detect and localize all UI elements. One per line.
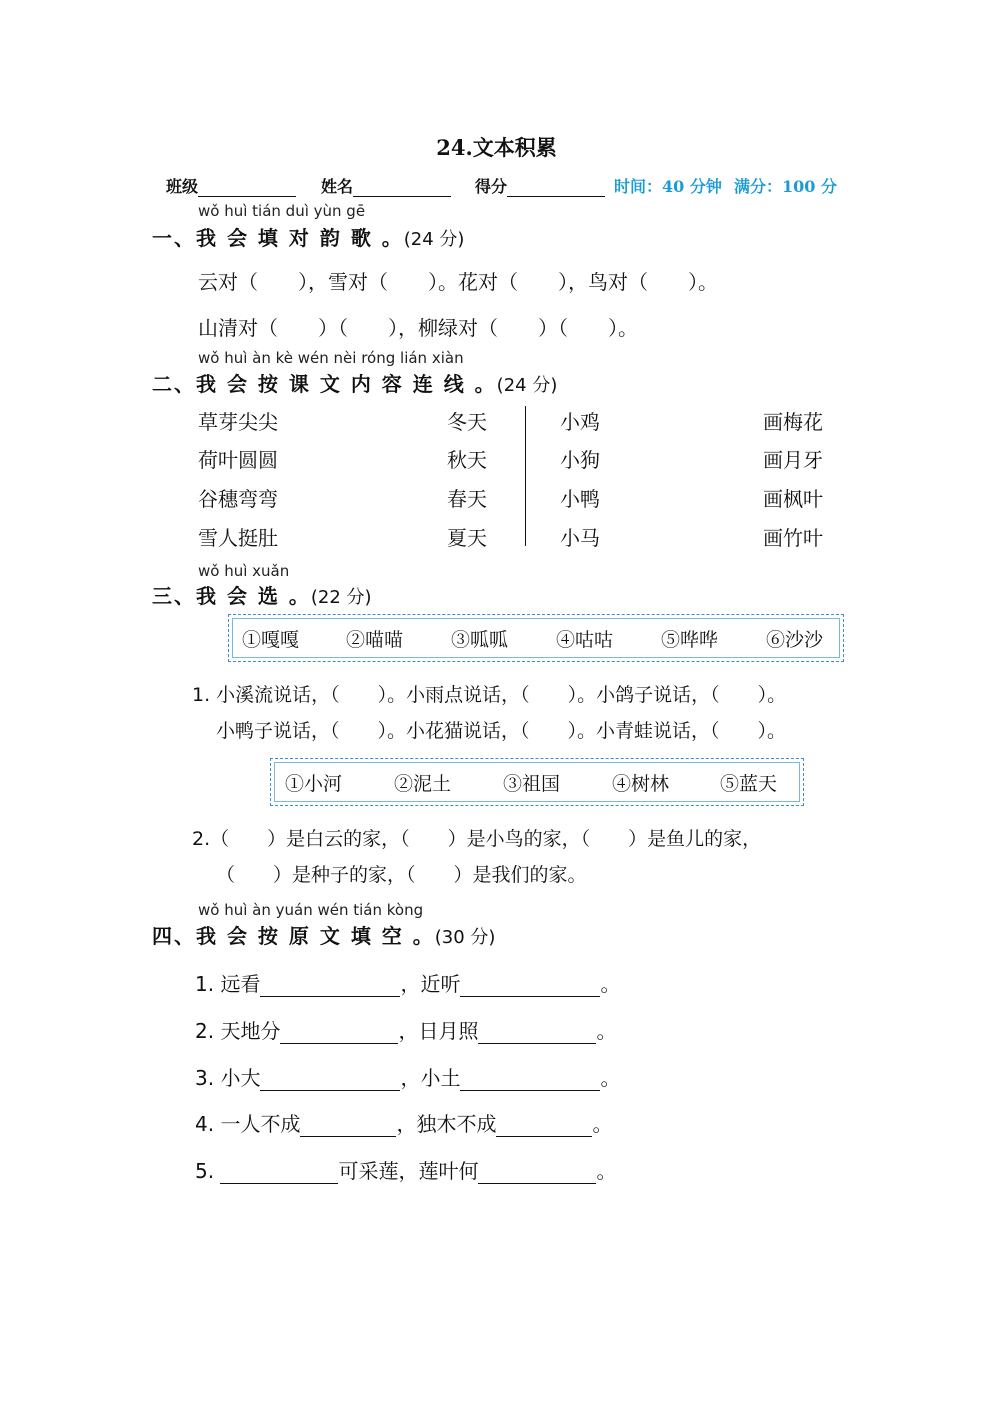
item-text: 天地分 bbox=[220, 1019, 281, 1043]
answer-blank[interactable] bbox=[460, 1070, 600, 1091]
match-item[interactable]: 夏天 bbox=[447, 526, 487, 550]
match-item[interactable]: 小鸭 bbox=[560, 487, 600, 511]
option-item: ③祖国 bbox=[503, 773, 561, 795]
class-label: 班级 bbox=[166, 177, 199, 196]
match-item[interactable]: 荷叶圆圆 bbox=[198, 448, 278, 472]
score-field bbox=[475, 174, 605, 197]
score-label: 得分 bbox=[475, 177, 508, 196]
sec4-heading bbox=[152, 920, 495, 949]
column-divider bbox=[525, 406, 526, 546]
match-item[interactable]: 谷穗弯弯 bbox=[198, 487, 278, 511]
class-field bbox=[166, 174, 296, 197]
option-item: ①小河 bbox=[285, 773, 343, 795]
sec1-heading bbox=[152, 222, 464, 251]
answer-blank[interactable] bbox=[220, 1163, 338, 1184]
option-item: ③呱呱 bbox=[451, 629, 509, 651]
item-text: ，近听 bbox=[400, 972, 461, 996]
sec2-points: (24 分) bbox=[496, 375, 558, 396]
item-number: 4. bbox=[195, 1112, 215, 1136]
item-text: 一人不成 bbox=[220, 1112, 301, 1136]
match-item[interactable]: 草芽尖尖 bbox=[198, 410, 278, 434]
sec1-points: (24 分) bbox=[403, 229, 465, 250]
q1-line2: 小鸭子说话，（ ）。小花猫说话，（ ）。小青蛙说话，（ ）。 bbox=[216, 720, 787, 742]
sec1-title: 一、我 会 填 对 韵 歌 。 bbox=[152, 226, 404, 250]
option-item: ②泥土 bbox=[394, 773, 452, 795]
match-item[interactable]: 秋天 bbox=[447, 448, 487, 472]
sec4-title: 四、我 会 按 原 文 填 空 。 bbox=[152, 924, 435, 948]
match-item[interactable]: 春天 bbox=[447, 487, 487, 511]
item-text: 远看 bbox=[220, 972, 261, 996]
match-item[interactable]: 小鸡 bbox=[560, 410, 600, 434]
sec2-title: 二、我 会 按 课 文 内 容 连 线 。 bbox=[152, 372, 497, 396]
q2-line2: （ ）是种子的家，（ ）是我们的家。 bbox=[216, 864, 587, 886]
sec3-points: (22 分) bbox=[310, 587, 372, 608]
item-text: 小大 bbox=[220, 1066, 261, 1090]
answer-blank[interactable] bbox=[460, 976, 600, 997]
sec1-line2: 山清对（ ）（ ），柳绿对（ ）（ ）。 bbox=[198, 316, 638, 340]
sec3-heading bbox=[152, 580, 372, 609]
fill-item-3 bbox=[195, 1062, 620, 1091]
option-item: ⑤哗哗 bbox=[661, 629, 719, 651]
option-item: ④咕咕 bbox=[556, 629, 614, 651]
answer-blank[interactable] bbox=[300, 1116, 396, 1137]
fill-item-1 bbox=[195, 968, 620, 997]
item-end: 。 bbox=[596, 1159, 617, 1183]
item-number: 5. bbox=[195, 1159, 215, 1183]
answer-blank[interactable] bbox=[496, 1116, 592, 1137]
item-end: 。 bbox=[600, 1066, 621, 1090]
match-item[interactable]: 画枫叶 bbox=[763, 487, 823, 511]
item-number: 1. bbox=[195, 972, 215, 996]
sec2-heading bbox=[152, 368, 557, 397]
option-item: ①嘎嘎 bbox=[242, 629, 300, 651]
item-number: 2. bbox=[195, 1019, 215, 1043]
match-item[interactable]: 雪人挺肚 bbox=[198, 526, 278, 550]
time-limit: 时间：40 分钟 bbox=[614, 177, 722, 196]
match-item[interactable]: 小马 bbox=[560, 526, 600, 550]
item-text: 可采莲，莲叶何 bbox=[338, 1159, 479, 1183]
page-title: 24.文本积累 bbox=[436, 135, 557, 160]
answer-blank[interactable] bbox=[478, 1163, 596, 1184]
item-number: 3. bbox=[195, 1066, 215, 1090]
fill-item-5 bbox=[195, 1155, 616, 1184]
item-text: ，独木不成 bbox=[396, 1112, 497, 1136]
class-blank[interactable] bbox=[198, 178, 296, 197]
sec3-title: 三、我 会 选 。 bbox=[152, 584, 311, 608]
name-blank[interactable] bbox=[353, 178, 451, 197]
item-end: 。 bbox=[600, 972, 621, 996]
answer-blank[interactable] bbox=[260, 976, 400, 997]
option-item: ⑥沙沙 bbox=[766, 629, 824, 651]
match-item[interactable]: 小狗 bbox=[560, 448, 600, 472]
option-item: ④树林 bbox=[612, 773, 670, 795]
name-label: 姓名 bbox=[321, 177, 354, 196]
q2-line1: 2.（ ）是白云的家，（ ）是小鸟的家，（ ）是鱼儿的家， bbox=[192, 828, 762, 850]
options-box-1 bbox=[228, 614, 844, 662]
match-item[interactable]: 画月牙 bbox=[763, 448, 823, 472]
full-score: 满分：100 分 bbox=[734, 177, 837, 196]
answer-blank[interactable] bbox=[260, 1070, 400, 1091]
match-item[interactable]: 画竹叶 bbox=[763, 526, 823, 550]
sec4-points: (30 分) bbox=[434, 927, 496, 948]
answer-blank[interactable] bbox=[478, 1023, 596, 1044]
name-field bbox=[321, 174, 451, 197]
score-blank[interactable] bbox=[507, 178, 605, 197]
sec1-pinyin: wǒ huì tián duì yùn gē bbox=[198, 202, 366, 220]
q1-line1: 1. 小溪流说话，（ ）。小雨点说话，（ ）。小鸽子说话，（ ）。 bbox=[192, 684, 787, 706]
answer-blank[interactable] bbox=[280, 1023, 398, 1044]
item-end: 。 bbox=[592, 1112, 613, 1136]
sec4-pinyin: wǒ huì àn yuán wén tián kòng bbox=[198, 901, 424, 919]
sec1-line1: 云对（ ），雪对（ ）。花对（ ），鸟对（ ）。 bbox=[198, 270, 718, 294]
match-item[interactable]: 冬天 bbox=[447, 410, 487, 434]
item-text: ，日月照 bbox=[398, 1019, 479, 1043]
fill-item-4 bbox=[195, 1108, 612, 1137]
match-item[interactable]: 画梅花 bbox=[763, 410, 823, 434]
sec3-pinyin: wǒ huì xuǎn bbox=[198, 562, 290, 580]
sec2-pinyin: wǒ huì àn kè wén nèi róng lián xiàn bbox=[198, 349, 464, 367]
item-text: ，小土 bbox=[400, 1066, 461, 1090]
option-item: ②喵喵 bbox=[346, 629, 404, 651]
option-item: ⑤蓝天 bbox=[720, 773, 778, 795]
fill-item-2 bbox=[195, 1015, 616, 1044]
item-end: 。 bbox=[596, 1019, 617, 1043]
